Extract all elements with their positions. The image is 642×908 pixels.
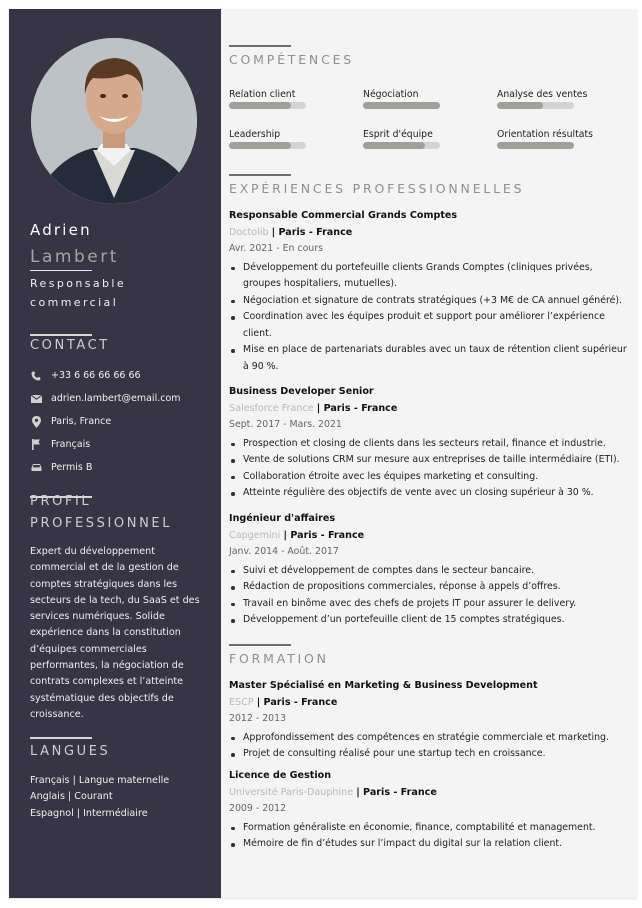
skill-bar-fill <box>363 102 440 109</box>
skills-heading: COMPÉTENCES <box>229 52 355 67</box>
skill-item <box>229 89 349 109</box>
bullet: Suivi et développement de comptes dans le secteur bancaire. <box>243 563 629 580</box>
experience-divider <box>229 174 291 176</box>
skill-item <box>363 129 483 149</box>
bullet: Atteinte régulière des objectifs de vente avec un closing supérieur à 30 %. <box>243 485 629 502</box>
phone-number: +33 6 66 66 66 66 <box>51 370 141 381</box>
bullet: Mémoire de fin d’études sur l’impact du digital sur la relation client. <box>243 836 629 853</box>
job-dates: Janv. 2014 - Août. 2017 <box>229 546 339 557</box>
job-location: | Paris - France <box>283 529 365 541</box>
portrait-photo-icon <box>31 38 197 204</box>
job-dates: Avr. 2021 - En cours <box>229 243 323 254</box>
contact-nationality <box>30 433 215 456</box>
languages-heading: LANGUES <box>30 744 111 759</box>
education-item <box>229 768 629 853</box>
education-divider <box>229 644 291 646</box>
skill-label: Leadership <box>229 129 281 140</box>
skill-bar-fill <box>229 102 291 109</box>
language-item: Anglais | Courant <box>30 791 113 803</box>
skill-bar <box>497 142 574 149</box>
skill-label: Négociation <box>363 89 419 100</box>
email-address: adrien.lambert@email.com <box>51 393 181 404</box>
contact-list <box>30 364 215 479</box>
profile-heading-line2: PROFESSIONNEL <box>30 516 173 531</box>
driving-license: Permis B <box>51 462 93 473</box>
bullet: Développement d’un portefeuille client de 15 comptes stratégiques. <box>243 612 629 629</box>
skill-item <box>363 89 483 109</box>
degree-title: Master Spécialisé en Marketing & Business Development <box>229 680 538 691</box>
bullet: Approfondissement des compétences en stratégie commerciale et marketing. <box>243 730 629 747</box>
flag-icon <box>30 439 42 451</box>
skill-bar-fill <box>497 102 543 109</box>
name-divider <box>30 270 92 271</box>
skill-bar <box>229 142 306 149</box>
languages-divider <box>30 737 92 739</box>
nationality: Français <box>51 439 91 450</box>
position-title: Business Developer Senior <box>229 386 374 397</box>
experience-heading: EXPÉRIENCES PROFESSIONNELLES <box>229 181 525 196</box>
education-heading: FORMATION <box>229 651 329 666</box>
bullet: Développement du portefeuille clients Grands Comptes (cliniques privées, groupes hospitaliers, mutuelles). <box>243 260 629 293</box>
sidebar <box>9 9 221 898</box>
company-name: Salesforce France <box>229 402 314 414</box>
language-item: Espagnol | Intermédiaire <box>30 807 148 819</box>
bullet: Projet de consulting réalisé pour une startup tech en croissance. <box>243 746 629 763</box>
contact-email[interactable] <box>30 387 215 410</box>
company-name: Doctolib <box>229 226 269 238</box>
education-item <box>229 678 629 763</box>
contact-phone[interactable] <box>30 364 215 387</box>
job-dates: Sept. 2017 - Mars. 2021 <box>229 419 342 430</box>
position-title: Ingénieur d'affaires <box>229 513 336 524</box>
job-bullets <box>229 260 629 376</box>
profile-summary: Expert du développement commercial et de la gestion de comptes stratégiques dans les secteurs de la tech, du SaaS et des services numériques. Solide expérience dans la constitution d’équipes commerciales performantes, la négociation de contrats complexes et l’atteinte systématique des objectifs de croissance. <box>30 546 200 720</box>
education-dates: 2009 - 2012 <box>229 803 287 814</box>
employer-line <box>229 401 629 418</box>
bullet: Rédaction de propositions commerciales, réponse à appels d’offres. <box>243 579 629 596</box>
contact-heading: CONTACT <box>30 338 110 353</box>
employer-line <box>229 528 629 545</box>
skill-bar-fill <box>229 142 291 149</box>
bullet: Collaboration étroite avec les équipes marketing et consulting. <box>243 469 629 486</box>
bullet: Mise en place de partenariats durables avec un taux de rétention client supérieur à 90 %. <box>243 342 629 375</box>
bullet: Travail en binôme avec des chefs de projets IT pour assurer le delivery. <box>243 596 629 613</box>
location-pin-icon <box>30 416 42 428</box>
school-location: | Paris - France <box>356 786 437 798</box>
skills-divider <box>229 45 291 47</box>
bullet: Coordination avec les équipes produit et support pour améliorer l’expérience client. <box>243 309 629 342</box>
education-bullets <box>229 820 629 853</box>
school-location: | Paris - France <box>256 696 338 708</box>
experience-item <box>229 208 629 375</box>
position-title: Responsable Commercial Grands Comptes <box>229 210 458 221</box>
skill-bar-fill <box>497 142 574 149</box>
skill-label: Esprit d'équipe <box>363 129 433 140</box>
skill-bar <box>229 102 306 109</box>
language-item: Français | Langue maternelle <box>30 775 170 786</box>
school-line <box>229 695 629 712</box>
degree-title: Licence de Gestion <box>229 770 332 781</box>
skill-bar-fill <box>363 142 425 149</box>
bullet: Vente de solutions CRM sur mesure aux entreprises de taille intermédiaire (ETI). <box>243 452 629 469</box>
job-location: | Paris - France <box>271 226 353 238</box>
education-bullets <box>229 730 629 763</box>
first-name: Adrien <box>30 221 92 239</box>
education-dates: 2012 - 2013 <box>229 713 287 724</box>
experience-item <box>229 511 629 629</box>
profile-heading <box>30 491 172 535</box>
skill-bar <box>363 142 440 149</box>
school-name: ESCP <box>229 696 254 708</box>
location: Paris, France <box>51 416 112 427</box>
school-line <box>229 785 629 802</box>
skill-item <box>229 129 349 149</box>
languages-list <box>30 773 169 822</box>
email-icon <box>30 393 42 405</box>
car-icon <box>30 462 42 474</box>
bullet: Formation généraliste en économie, finance, comptabilité et management. <box>243 820 629 837</box>
company-name: Capgemini <box>229 529 281 541</box>
experience-item <box>229 384 629 502</box>
job-bullets <box>229 436 629 502</box>
skill-label: Analyse des ventes <box>497 89 588 100</box>
profile-heading-line1: PROFIL <box>30 494 92 509</box>
skill-item <box>497 129 617 149</box>
school-name: Université Paris-Dauphine <box>229 786 354 798</box>
job-location: | Paris - France <box>316 402 398 414</box>
skill-bar <box>497 102 574 109</box>
bullet: Prospection et closing de clients dans les secteurs retail, finance et industrie. <box>243 436 629 453</box>
job-bullets <box>229 563 629 629</box>
skill-bar <box>363 102 440 109</box>
job-title: Responsable commercial <box>30 277 127 309</box>
contact-license <box>30 456 215 479</box>
employer-line <box>229 225 629 242</box>
resume-page <box>9 9 637 898</box>
contact-location <box>30 410 215 433</box>
skill-label: Relation client <box>229 89 296 100</box>
skill-label: Orientation résultats <box>497 129 593 140</box>
last-name: Lambert <box>30 247 119 267</box>
skill-item <box>497 89 617 109</box>
phone-icon <box>30 370 42 382</box>
profile-photo <box>31 38 197 204</box>
bullet: Négociation et signature de contrats stratégiques (+3 M€ de CA annuel généré). <box>243 293 629 310</box>
